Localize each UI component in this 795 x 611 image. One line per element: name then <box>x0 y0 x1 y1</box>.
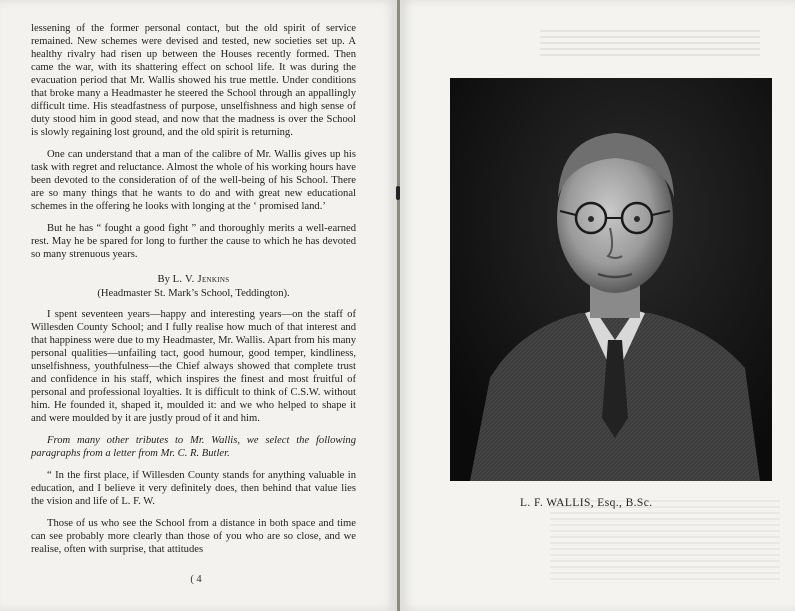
portrait-image <box>450 78 772 481</box>
page-number: ( 4 <box>190 574 202 585</box>
paragraph: I spent seventeen years—happy and interesting years—on the staff of Willesden County School; and I fully realise how much of that interest and that happiness were due to my Headmaster, Mr. Wallis. Apart from his many personal qualities—unfailing tact, good humour, good temper, kindliness, unselfishness, youthfulness—the Chief always showed that complete trust and confidence in his staff, which inspires the finest and most fruitful of personal and professional loyalties. It is difficult to think of C.S.W. without him. He founded it, shaped it, moulded it: and we who helped to shape it and were moulded by it are justly proud of it and him. <box>31 309 356 424</box>
italic-introduction: From many other tributes to Mr. Wallis, we select the following paragraphs from a letter from Mr. C. R. Butler. <box>31 435 356 459</box>
portrait-photograph <box>450 78 772 481</box>
byline <box>31 273 356 286</box>
photo-caption: L. F. WALLIS, Esq., B.Sc. <box>520 497 653 509</box>
paragraph: “ In the first place, if Willesden County stands for anything valuable in education, and I believe it very definitely does, then behind that value lies the vision and life of L. F. W. <box>31 470 356 507</box>
byline-name: L. V. Jenkins <box>172 274 230 285</box>
left-page <box>0 0 397 611</box>
text-column <box>31 22 356 565</box>
paragraph: But he has “ fought a good fight ” and thoroughly merits a well-earned rest. May he be spared for long to further the cause to which he has devoted so many strenuous years. <box>31 223 356 260</box>
paragraph: One can understand that a man of the calibre of Mr. Wallis gives up his task with regret and reluctance. Almost the whole of his working hours have been devoted to the consideration of of the well-being of his School. There are so many things that he wants to do and with great new educational schemes in the offering he looks with longing at the ‘ promised land.’ <box>31 149 356 212</box>
paragraph: lessening of the former personal contact, but the old spirit of service remained. New schemes were devised and tested, new societies set up. A healthy rivalry had risen up between the Houses recently formed. Then came the war, with its shattering effect on school life. It was during the evacuation period that Mr. Wallis showed his true mettle. Under conditions that broke many a Headmaster he steered the School through an appallingly difficult time. His steadfastness of purpose, unselfishness and high sense of duty stood him in good stead, and now that the madness is over the School is slowly regaining lost ground, and the old spirit is returning. <box>31 23 356 138</box>
paragraph: Those of us who see the School from a distance in both space and time can see probably more clearly than those of you who are so close, and we realise, often with surprise, that attitudes <box>31 518 356 555</box>
show-through-text <box>540 30 760 60</box>
right-page <box>400 0 795 611</box>
byline-affiliation: (Headmaster St. Mark’s School, Teddington). <box>97 288 290 299</box>
byline-prefix: By <box>157 274 170 285</box>
show-through-text <box>550 500 780 580</box>
